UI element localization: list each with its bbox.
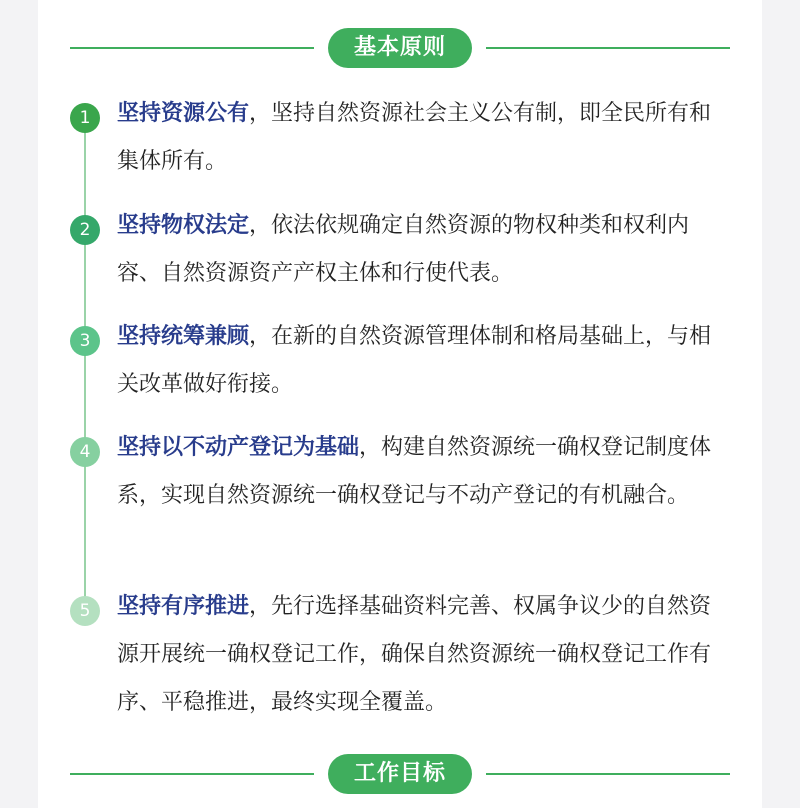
step-number-badge: 5 <box>70 596 100 626</box>
divider-line <box>70 47 314 49</box>
principle-text <box>117 90 717 186</box>
principle-body: ，在新的自然资源管理体制和格局基础上，与相关改革做好衔接。 <box>117 324 712 397</box>
principle-body: ，先行选择基础资料完善、权属争议少的自然资源开展统一确权登记工作，确保自然资源统一确权登记工作有序、平稳推进，最终实现全覆盖。 <box>117 594 712 715</box>
step-number-badge: 1 <box>70 103 100 133</box>
principle-text <box>117 313 717 409</box>
principle-text <box>117 583 717 727</box>
step-number-badge: 3 <box>70 326 100 356</box>
principle-lead: 坚持资源公有 <box>117 101 250 126</box>
principle-body: ，坚持自然资源社会主义公有制，即全民所有和集体所有。 <box>117 101 712 174</box>
step-number-badge: 2 <box>70 215 100 245</box>
divider-line <box>70 773 314 775</box>
divider-line <box>486 773 730 775</box>
principle-text <box>117 202 717 298</box>
section-header-principles <box>70 28 730 68</box>
principle-lead: 坚持有序推进 <box>117 594 250 619</box>
timeline-line <box>84 118 86 608</box>
step-number-badge: 4 <box>70 437 100 467</box>
principle-lead: 坚持统筹兼顾 <box>117 324 250 349</box>
section-header-goals <box>70 754 730 794</box>
principle-lead: 坚持物权法定 <box>117 213 250 238</box>
divider-line <box>486 47 730 49</box>
section-title: 基本原则 <box>328 28 472 68</box>
principle-lead: 坚持以不动产登记为基础 <box>117 435 360 460</box>
principle-body: ，构建自然资源统一确权登记制度体系，实现自然资源统一确权登记与不动产登记的有机融合。 <box>117 435 712 508</box>
section-title: 工作目标 <box>328 754 472 794</box>
principle-body: ，依法依规确定自然资源的物权种类和权利内容、自然资源资产产权主体和行使代表。 <box>117 213 690 286</box>
principle-text <box>117 424 717 520</box>
